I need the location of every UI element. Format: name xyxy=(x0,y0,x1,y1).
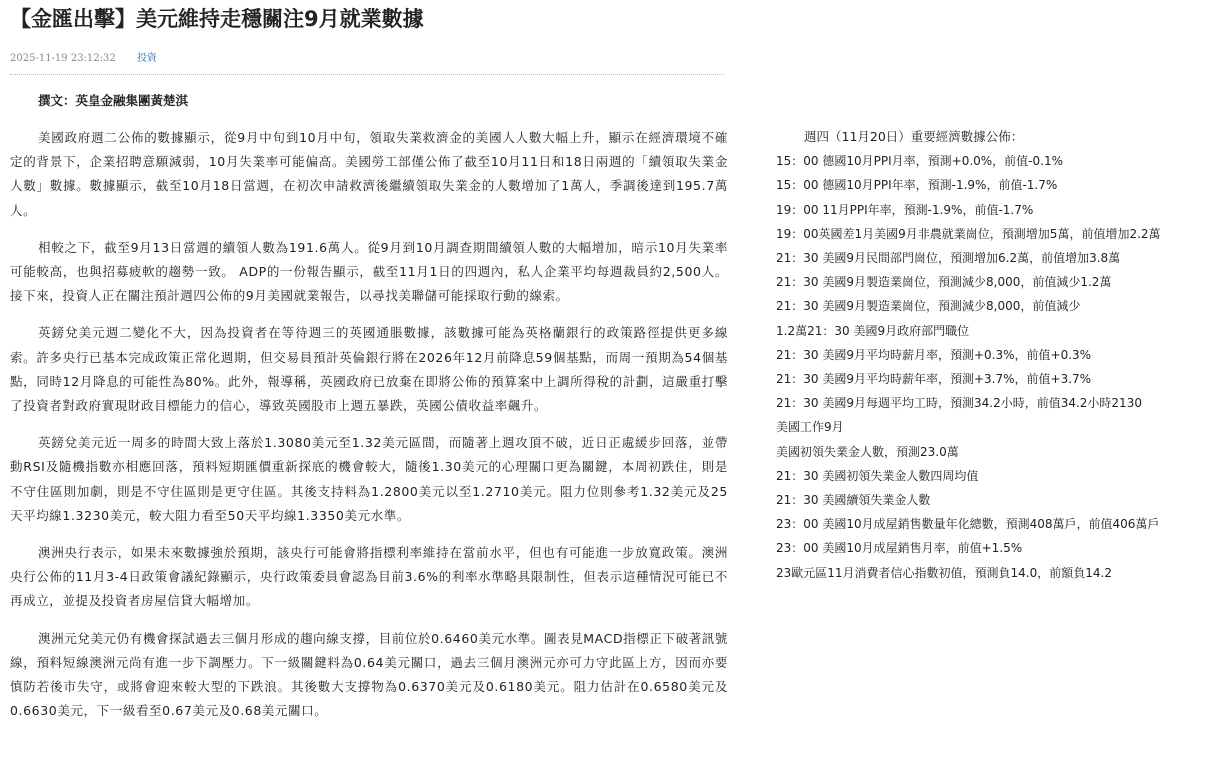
calendar-item: 19：00英國差1月美國9月非農就業崗位，預測增加5萬，前值增加2.2萬 xyxy=(776,226,1161,241)
calendar-item: 美國工作9月 xyxy=(776,420,844,435)
calendar-item: 23：00 美國10月成屋銷售月率，前值+1.5% xyxy=(776,541,1023,556)
calendar-item: 21：30 美國9月平均時薪年率，預測+3.7%，前值+3.7% xyxy=(776,372,1092,387)
calendar-item: 21：30 美國9月製造業崗位，預測減少8,000，前值減少 xyxy=(776,299,1081,314)
calendar-item: 美國初領失業金人數，預測23.0萬 xyxy=(776,444,959,459)
article-title: 【金匯出擊】美元維持走穩關注9月就業數據 xyxy=(10,7,424,31)
calendar-item: 21：30 美國9月製造業崗位，預測減少8,000，前值減少1.2萬 xyxy=(776,275,1112,290)
article-paragraph: 澳洲央行表示，如果未來數據強於預期，該央行可能會將指標利率維持在當前水平，但也有可能進一步放寬政策。澳洲央行公佈的11月3-4日政策會議紀錄顯示，央行政策委員會認為目前3.6%的利率水準略具限制性，但表示這種情況可能已不再成立，並提及投資者房屋信貸大幅增加。 xyxy=(10,545,728,609)
calendar-item: 21：30 美國9月民間部門崗位，預測增加6.2萬，前值增加3.8萬 xyxy=(776,251,1121,266)
category-link[interactable]: 投資 xyxy=(136,53,157,64)
calendar-item: 15：00 德國10月PPI月率，預測+0.0%，前值-0.1% xyxy=(776,154,1063,169)
article-paragraph: 澳洲元兌美元仍有機會探試過去三個月形成的趨向線支撐，目前位於0.6460美元水準。圖表見MACD指標正下破著訊號線，預料短線澳洲元尚有進一步下調壓力。下一級關鍵料為0.64美元關口，過去三個月澳洲元亦可力守此區上方，因而亦要慎防若後市失守，或將會迎來較大型的下跌浪。其後數大支撐物為0.6370美元及0.6180美元。阻力估計在0.6580美元及0.6630美元，下一級看至0.67美元及0.68美元關口。 xyxy=(10,630,728,719)
calendar-item: 19：00 11月PPI年率，預測-1.9%，前值-1.7% xyxy=(776,202,1034,217)
article-body xyxy=(10,126,728,736)
calendar-item: 1.2萬21：30 美國9月政府部門職位 xyxy=(776,323,970,338)
article-meta xyxy=(10,49,157,64)
calendar-item: 21：30 美國9月平均時薪月率，預測+0.3%，前值+0.3% xyxy=(776,347,1092,362)
calendar-item: 21：30 美國9月每週平均工時，預測34.2小時，前值34.2小時2130 xyxy=(776,396,1142,411)
publish-date: 2025-11-19 23:12:32 xyxy=(10,53,116,64)
calendar-item: 21：30 美國續領失業金人數 xyxy=(776,493,931,508)
calendar-title: 週四（11月20日）重要經濟數據公佈： xyxy=(804,129,1024,144)
article-paragraph: 相較之下，截至9月13日當週的續領人數為191.6萬人。從9月到10月調查期間續領人數的大幅增加，暗示10月失業率可能較高，也與招募疲軟的趨勢一致。 ADP的一份報告顯示，截至11月1日的四週內，私人企業平均每週裁員約2,500人。接下來，投資人正在關注預計週四公佈的9月美國就業報告，以尋找美聯儲可能採取行動的線索。 xyxy=(10,239,728,304)
calendar-item: 15：00 德國10月PPI年率，預測-1.9%，前值-1.7% xyxy=(776,178,1058,193)
calendar-item: 21：30 美國初領失業金人數四周均值 xyxy=(776,468,979,483)
economic-calendar xyxy=(776,125,1201,585)
calendar-item: 23歐元區11月消費者信心指數初值，預測負14.0，前額負14.2 xyxy=(776,565,1112,580)
author-byline: 撰文：英皇金融集團黃楚淇 xyxy=(38,93,189,108)
article-paragraph: 英鎊兌美元週二變化不大，因為投資者在等待週三的英國通脹數據，該數據可能為英格蘭銀行的政策路徑提供更多線索。許多央行已基本完成政策正常化週期，但交易員預計英倫銀行將在2026年12月前降息59個基點，而周一預期為54個基點，同時12月降息的可能性為80%。此外，報導稱，英國政府已放棄在即將公佈的預算案中上調所得稅的計劃，這嚴重打擊了投資者對政府實現財政目標能力的信心，導致英國股市上週五暴跌，英國公債收益率飆升。 xyxy=(10,325,728,414)
calendar-item: 23：00 美國10月成屋銷售數量年化總數，預測408萬戶，前值406萬戶 xyxy=(776,517,1160,532)
meta-divider xyxy=(10,74,724,75)
article-paragraph: 美國政府週二公佈的數據顯示，從9月中旬到10月中旬，領取失業救濟金的美國人人數大幅上升，顯示在經濟環境不確定的背景下，企業招聘意願減弱，10月失業率可能偏高。美國勞工部僅公佈了截至10月11日和18日兩週的「續領取失業金人數」數據。數據顯示，截至10月18日當週，在初次申請救濟後繼續領取失業金的人數增加了1萬人，季調後達到195.7萬人。 xyxy=(10,130,728,218)
article-paragraph: 英鎊兌美元近一周多的時間大致上落於1.3080美元至1.32美元區間，而隨著上週攻頂不破，近日正處緩步回落，並帶動RSI及隨機指數亦相應回落，預料短期匯價重新探底的機會較大，隨後1.30美元的心理關口更為關鍵，本周初跌住，則是不守住區則加劇，則是不守住區則是更守住區。其後支持料為1.2800美元以至1.2710美元。阻力位則參考1.32美元及25天平均線1.3230美元，較大阻力看至50天平均線1.3350美元水準。 xyxy=(10,435,728,523)
